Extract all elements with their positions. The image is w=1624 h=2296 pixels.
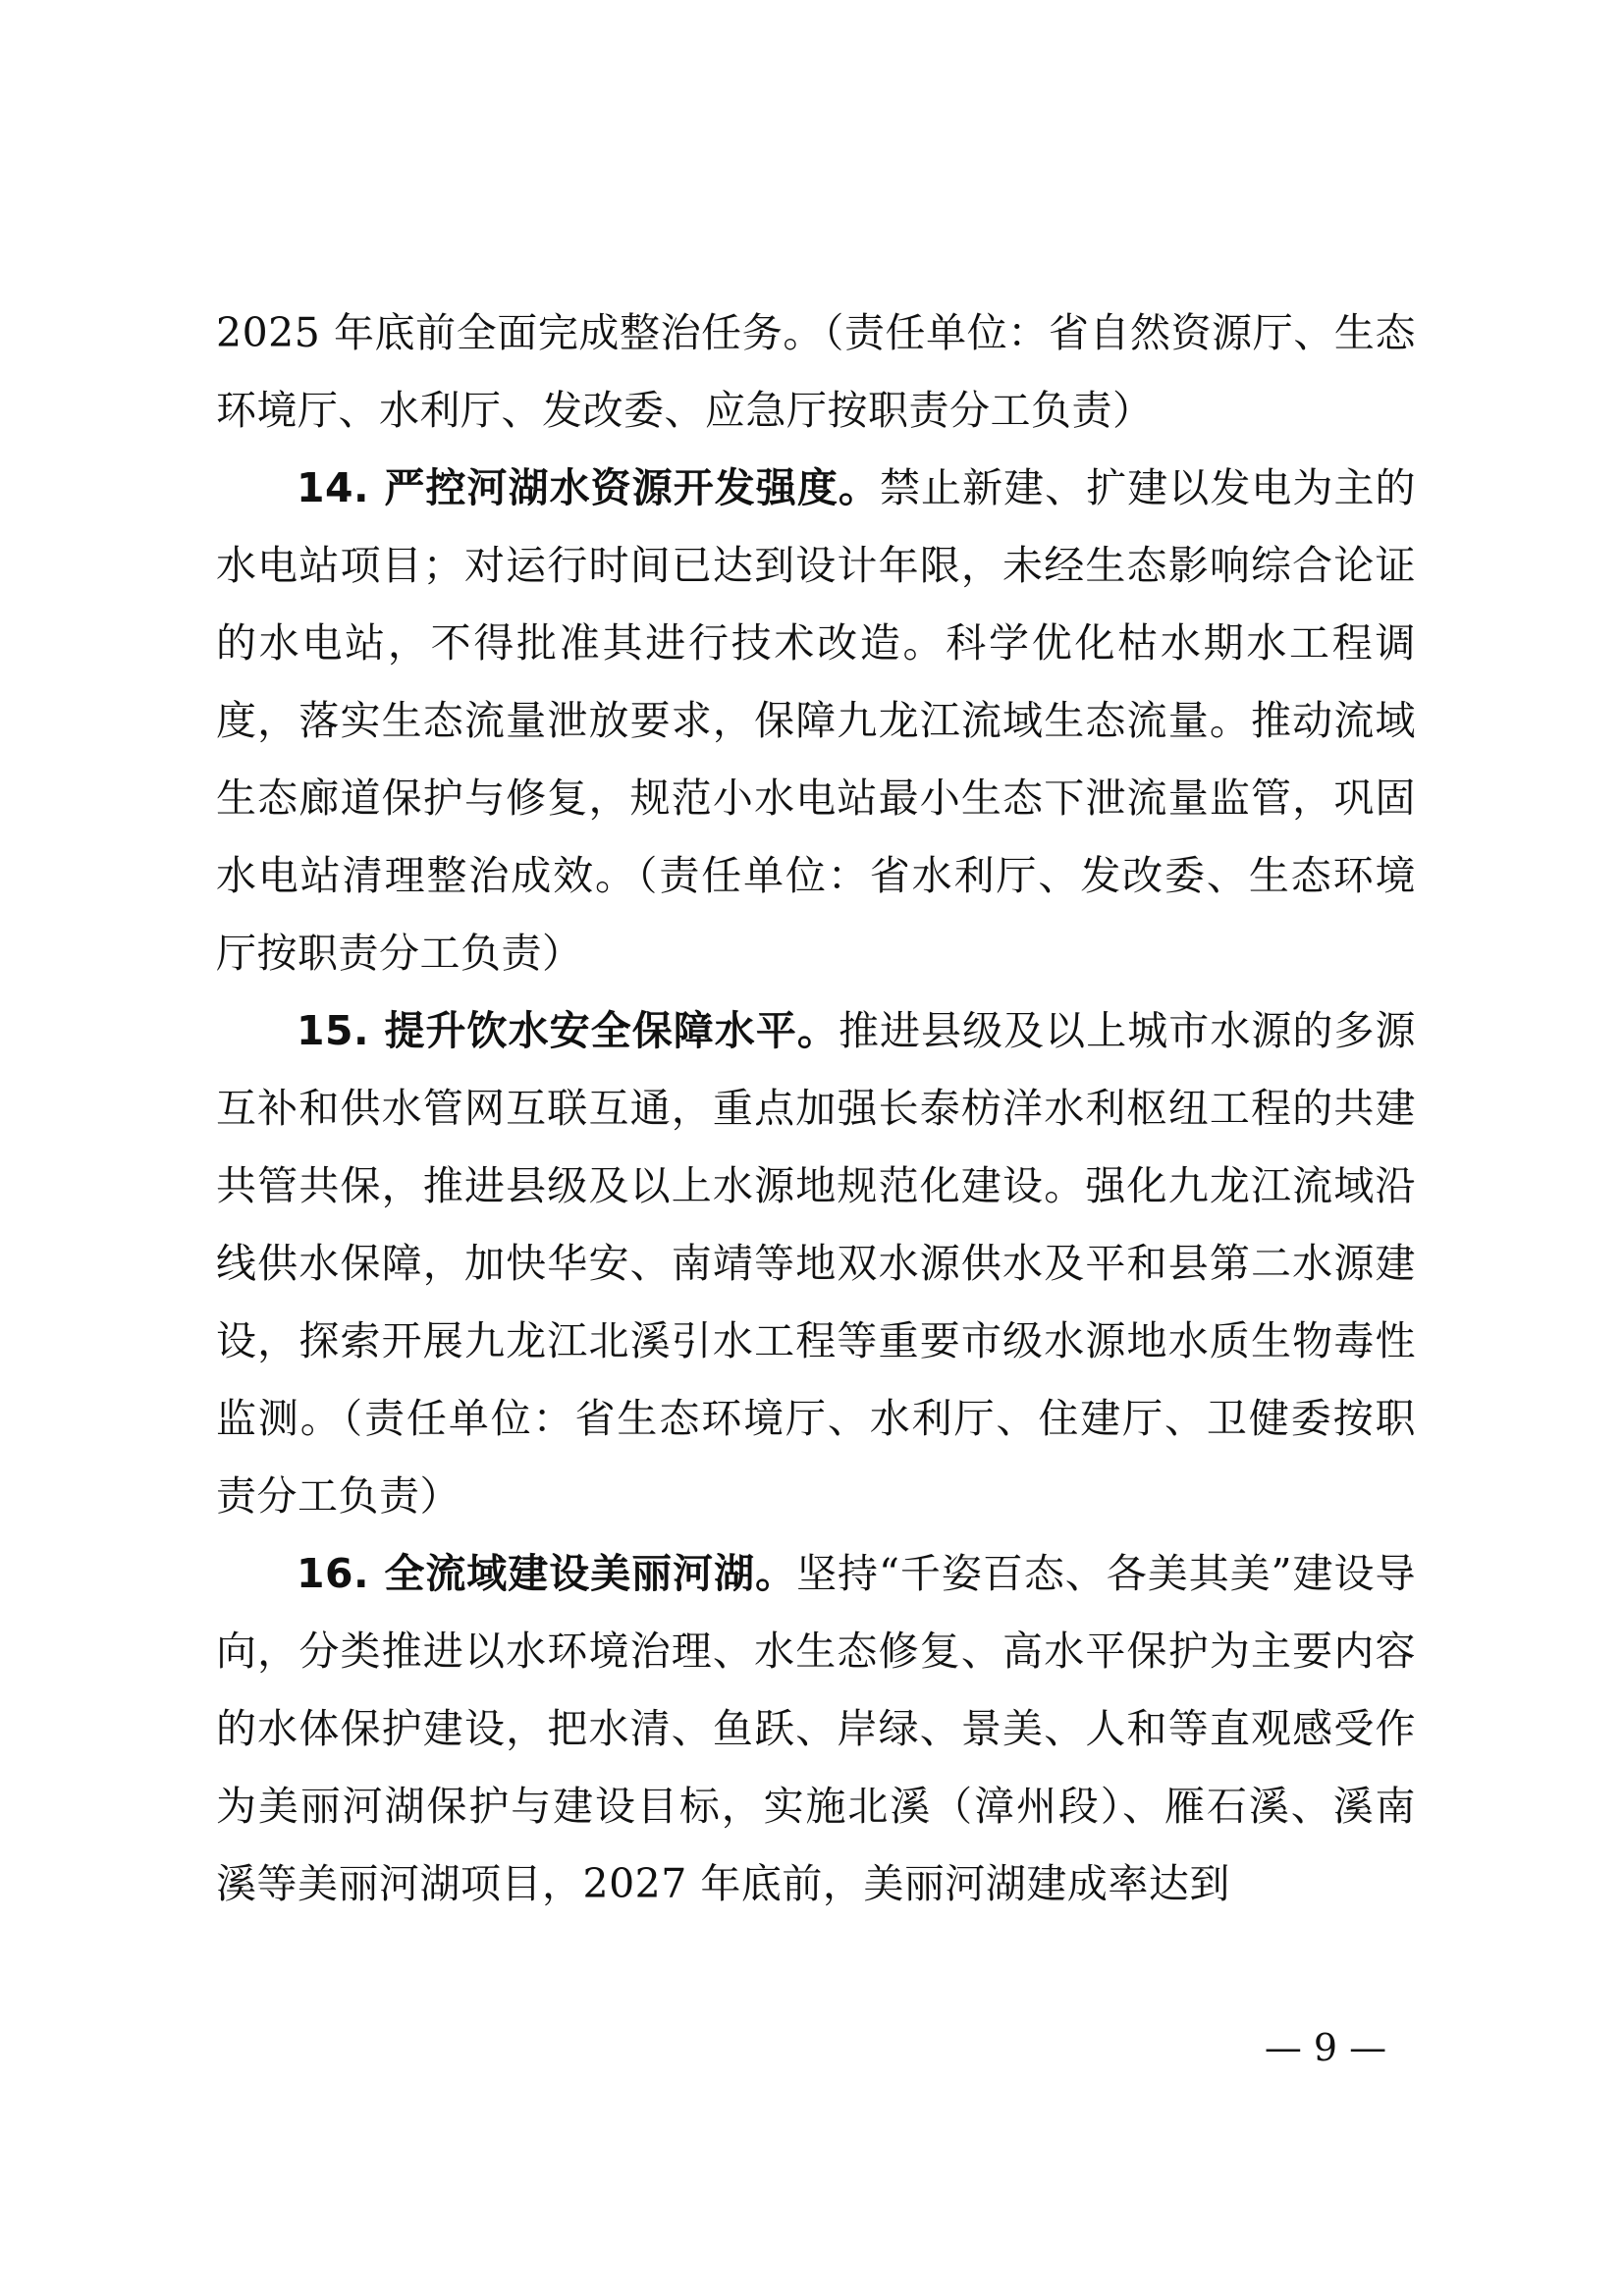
item-heading: 16. 全流域建设美丽河湖。 xyxy=(297,1550,797,1597)
paragraph-text: 2025 年底前全面完成整治任务。（责任单位：省自然资源厅、生态环境厅、水利厅、发改委、应急厅按职责分工负责） xyxy=(216,309,1416,434)
paragraph-item-16 xyxy=(216,1535,1416,1923)
paragraph-text: 推进县级及以上城市水源的多源互补和供水管网互联互通，重点加强长泰枋洋水利枢纽工程的共建共管共保，推进县级及以上水源地规范化建设。强化九龙江流域沿线供水保障，加快华安、南靖等地双水源供水及平和县第二水源建设，探索开展九龙江北溪引水工程等重要市级水源地水质生物毒性监测。（责任单位：省生态环境厅、水利厅、住建厅、卫健委按职责分工负责） xyxy=(216,1007,1417,1520)
paragraph-item-15 xyxy=(216,992,1416,1535)
item-heading: 14. 严控河湖水资源开发强度。 xyxy=(297,464,880,511)
paragraph-text: 禁止新建、扩建以发电为主的水电站项目；对运行时间已达到设计年限，未经生态影响综合论证的水电站，不得批准其进行技术改造。科学优化枯水期水工程调度，落实生态流量泄放要求，保障九龙江流域生态流量。推动流域生态廊道保护与修复，规范小水电站最小生态下泄流量监管，巩固水电站清理整治成效。（责任单位：省水利厅、发改委、生态环境厅按职责分工负责） xyxy=(216,464,1417,977)
page-number: — 9 — xyxy=(1264,2026,1387,2069)
paragraph-item-14 xyxy=(216,450,1416,992)
paragraph-continuation xyxy=(216,294,1416,450)
item-heading: 15. 提升饮水安全保障水平。 xyxy=(297,1007,839,1054)
document-body xyxy=(216,294,1416,1923)
paragraph-text: 坚持“千姿百态、各美其美”建设导向，分类推进以水环境治理、水生态修复、高水平保护为主要内容的水体保护建设，把水清、鱼跃、岸绿、景美、人和等直观感受作为美丽河湖保护与建设目标，实施北溪（漳州段）、雁石溪、溪南溪等美丽河湖项目，2027 年底前，美丽河湖建成率达到 xyxy=(216,1550,1417,1907)
